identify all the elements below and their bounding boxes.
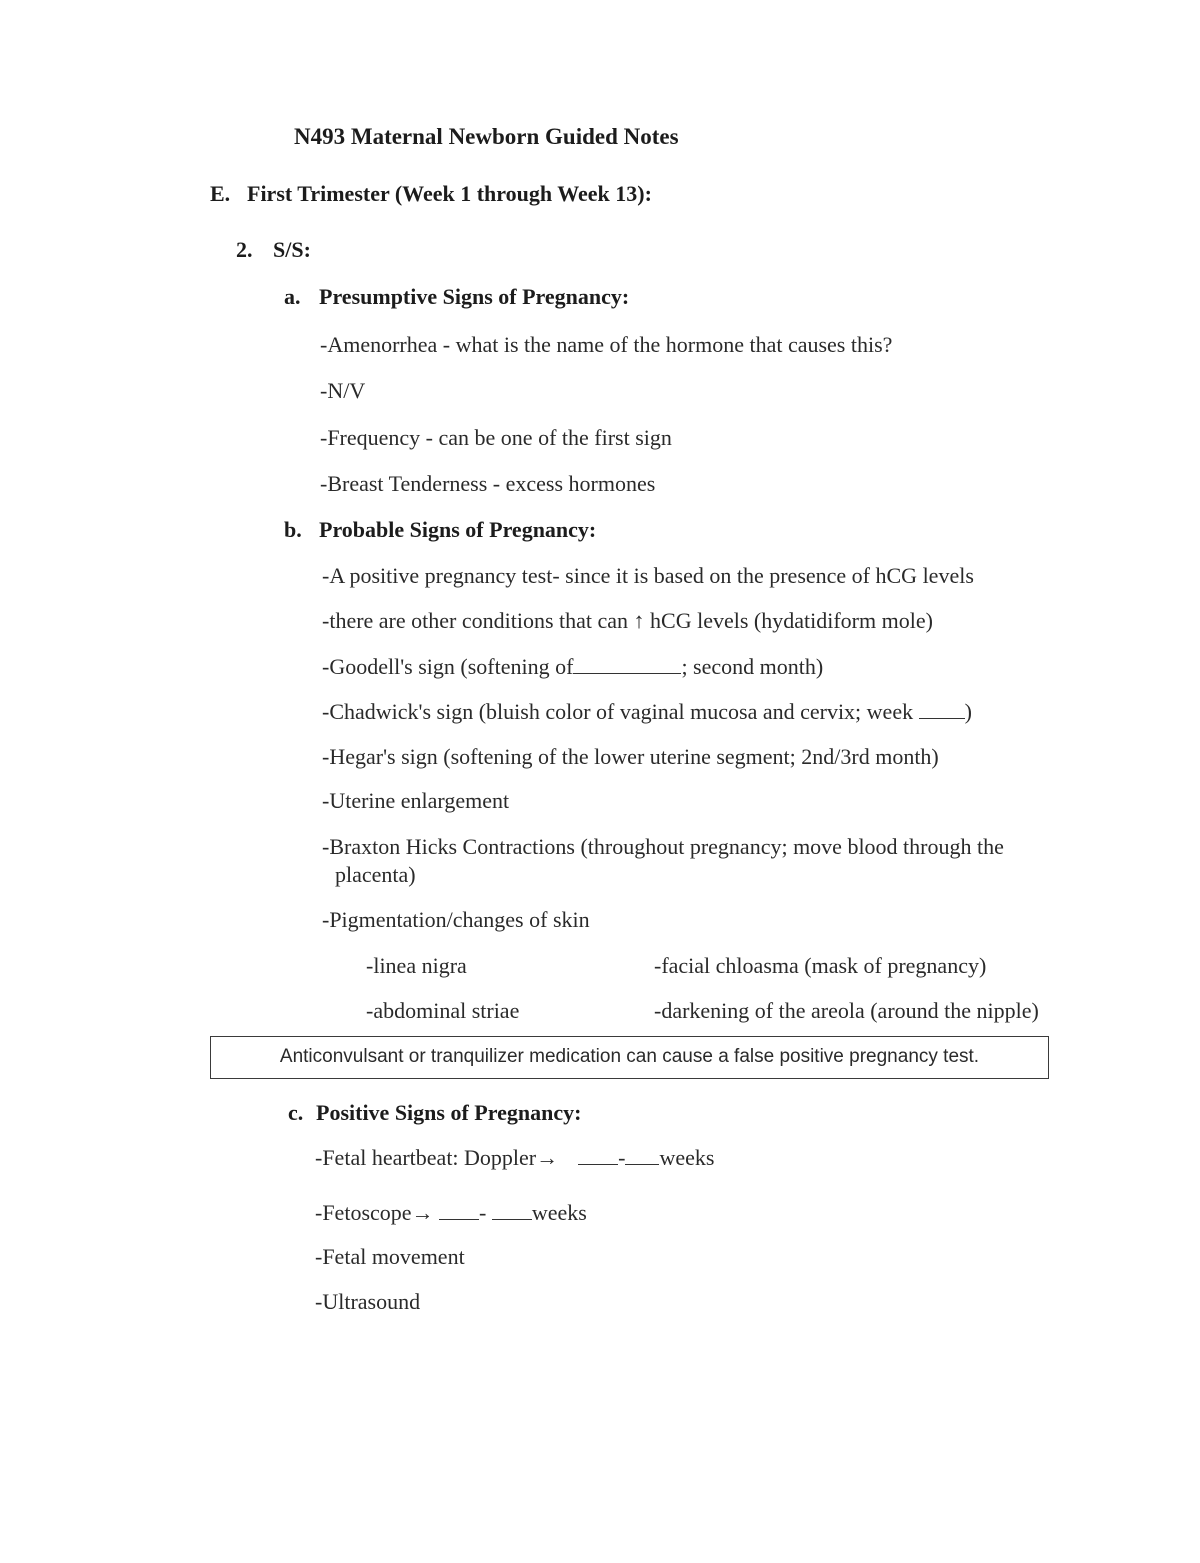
positive-marker: c. (288, 1100, 304, 1125)
positive-heading (288, 1100, 581, 1126)
chadwick-week-blank[interactable] (919, 700, 965, 719)
goodell-sign (322, 654, 823, 680)
presumptive-line: -Frequency - can be one of the first sign (320, 425, 672, 450)
fetoscope-start-blank[interactable] (439, 1201, 479, 1220)
doppler-end-blank[interactable] (625, 1146, 659, 1165)
hegar-sign: -Hegar's sign (softening of the lower uterine segment; 2nd/3rd month) (322, 744, 939, 769)
skin-change-right: -darkening of the areola (around the nipple) (654, 998, 1039, 1023)
presumptive-line: -Breast Tenderness - excess hormones (320, 471, 656, 496)
ultrasound: -Ultrasound (315, 1289, 421, 1314)
probable-marker: b. (284, 517, 302, 542)
section-e-title: First Trimester (Week 1 through Week 13): (247, 181, 652, 206)
goodell-suffix: ; second month) (681, 654, 824, 679)
chadwick-label: -Chadwick's sign (bluish color of vaginal mucosa and cervix; week (322, 699, 914, 724)
fetoscope-end-blank[interactable] (492, 1201, 532, 1220)
doppler-dash: - (618, 1145, 626, 1170)
probable-title: Probable Signs of Pregnancy: (319, 517, 597, 542)
false-positive-note: Anticonvulsant or tranquilizer medication can cause a false positive pregnancy test. (279, 1046, 980, 1067)
skin-change-left: -linea nigra (366, 953, 467, 978)
skin-change-right: -facial chloasma (mask of pregnancy) (654, 953, 987, 978)
fetal-movement: -Fetal movement (315, 1244, 465, 1269)
chadwick-suffix: ) (964, 699, 972, 724)
pigmentation: -Pigmentation/changes of skin (322, 907, 590, 932)
item-2-marker: 2. (236, 237, 253, 262)
fetoscope-unit: weeks (531, 1200, 587, 1225)
fetal-heartbeat-doppler (315, 1145, 714, 1171)
doppler-unit: weeks (659, 1145, 715, 1170)
section-e-heading (210, 181, 652, 207)
fetoscope-label: -Fetoscope→ (315, 1200, 434, 1225)
doppler-start-blank[interactable] (578, 1146, 618, 1165)
item-2-title: S/S: (273, 237, 311, 262)
probable-positive-test: -A positive pregnancy test- since it is based on the presence of hCG levels (322, 563, 974, 588)
false-positive-note-box (210, 1036, 1049, 1079)
probable-heading (284, 517, 596, 543)
presumptive-heading (284, 284, 629, 310)
probable-other-conditions: -there are other conditions that can ↑ hCG levels (hydatidiform mole) (322, 608, 933, 633)
section-e-marker: E. (210, 181, 231, 206)
presumptive-marker: a. (284, 284, 301, 309)
fetoscope (315, 1200, 587, 1226)
presumptive-line: -Amenorrhea - what is the name of the hormone that causes this? (320, 332, 893, 357)
document-title: N493 Maternal Newborn Guided Notes (294, 124, 679, 149)
positive-title: Positive Signs of Pregnancy: (316, 1100, 582, 1125)
goodell-label: -Goodell's sign (softening of (322, 654, 574, 679)
goodell-answer-blank[interactable] (573, 655, 681, 674)
chadwick-sign (322, 699, 972, 725)
skin-change-left: -abdominal striae (366, 998, 520, 1023)
fetoscope-dash: - (479, 1200, 487, 1225)
braxton-hicks-line-1: -Braxton Hicks Contractions (throughout pregnancy; move blood through the (322, 834, 1004, 859)
item-2-heading (236, 237, 311, 263)
uterine-enlargement: -Uterine enlargement (322, 788, 510, 813)
doppler-label: -Fetal heartbeat: Doppler→ (315, 1145, 559, 1170)
presumptive-line: -N/V (320, 378, 366, 403)
braxton-hicks-line-2: placenta) (335, 862, 416, 887)
presumptive-title: Presumptive Signs of Pregnancy: (319, 284, 630, 309)
